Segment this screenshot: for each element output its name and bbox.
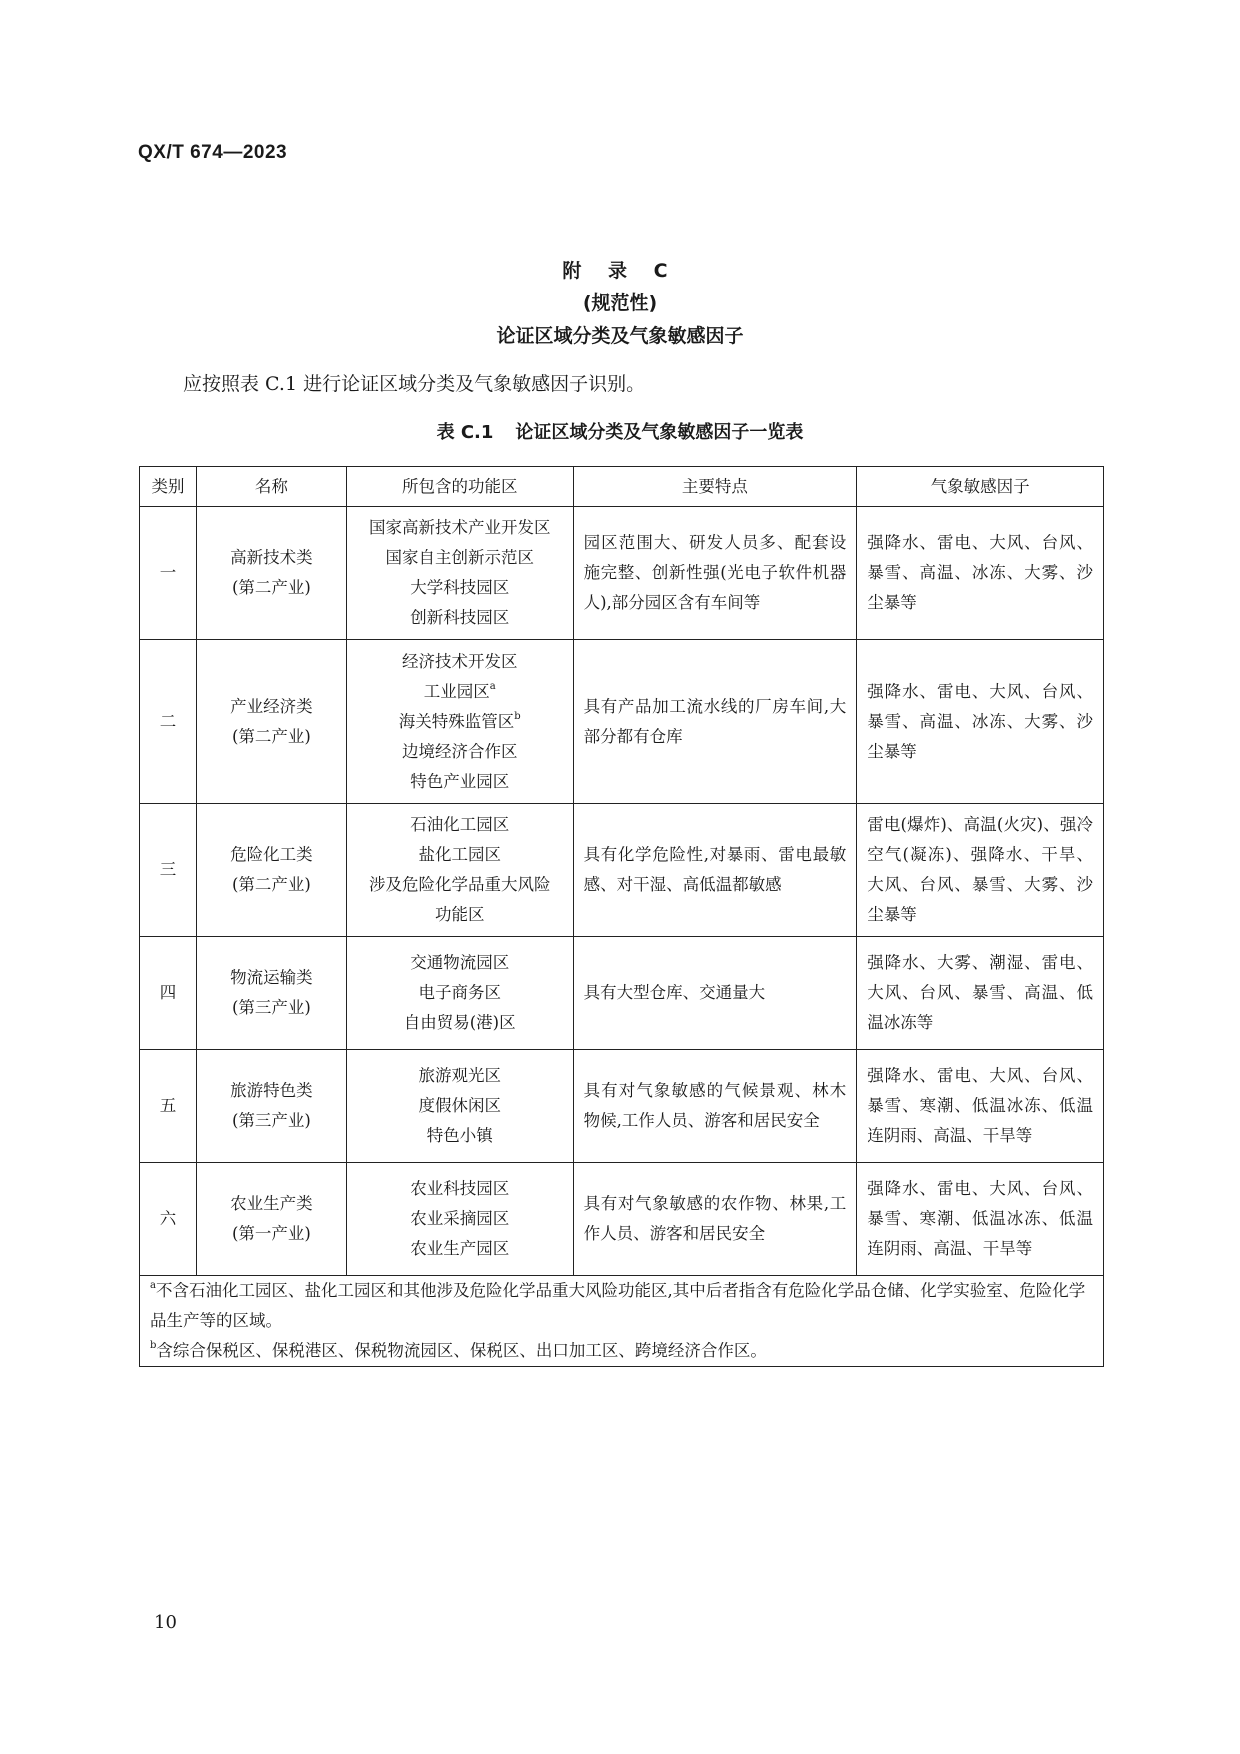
row-features: 园区范围大、研发人员多、配套设施完整、创新性强(光电子软件机器人),部分园区含有车间等	[573, 507, 857, 640]
header-factors: 气象敏感因子	[857, 467, 1104, 507]
zone-item: 特色小镇	[426, 1126, 493, 1145]
annex-title: 附 录 C	[562, 260, 678, 282]
zone-item: 农业生产园区	[410, 1239, 510, 1258]
header-name: 名称	[196, 467, 346, 507]
zone-item: 创新科技园区	[410, 608, 510, 627]
zone-item: 农业采摘园区	[410, 1209, 510, 1228]
annex-subject: 论证区域分类及气象敏感因子	[496, 325, 744, 347]
zone-item: 交通物流园区	[410, 953, 510, 972]
note-text: 不含石油化工园区、盐化工园区和其他涉及危险化学品重大风险功能区,其中后者指含有危险化学品仓储、化学实验室、危险化学品生产等的区域。	[150, 1281, 1086, 1330]
zone-item: 特色产业园区	[410, 771, 510, 791]
table-header-row	[140, 467, 1104, 507]
table-row	[140, 640, 1104, 804]
zone-item: 旅游观光区	[418, 1066, 501, 1085]
row-name-label: 物流运输类	[230, 968, 313, 987]
row-factors: 强降水、雷电、大风、台风、暴雪、寒潮、低温冰冻、低温连阴雨、高温、干旱等	[857, 1050, 1104, 1163]
row-industry: (第二产业)	[231, 578, 311, 597]
zone-item: 边境经济合作区	[401, 741, 518, 761]
zone-item: 国家高新技术产业开发区	[368, 518, 551, 537]
zone-item: 电子商务区	[418, 983, 501, 1002]
table-row	[140, 507, 1104, 640]
row-zones	[346, 1163, 573, 1276]
classification-table	[139, 466, 1104, 1367]
zone-item-label: 海关特殊监管区	[398, 711, 515, 731]
footnote-ref: a	[489, 680, 496, 692]
zone-item: 自由贸易(港)区	[403, 1013, 516, 1032]
zone-item: 功能区	[434, 905, 485, 924]
row-category: 一	[140, 507, 197, 640]
row-industry: (第三产业)	[231, 1111, 311, 1130]
row-factors: 强降水、雷电、大风、台风、暴雪、高温、冰冻、大雾、沙尘暴等	[857, 507, 1104, 640]
table-row	[140, 1050, 1104, 1163]
zone-item: 农业科技园区	[410, 1179, 510, 1198]
row-features: 具有对气象敏感的气候景观、林木物候,工作人员、游客和居民安全	[573, 1050, 857, 1163]
annex-status: (规范性)	[582, 292, 658, 314]
row-factors: 雷电(爆炸)、高温(火灾)、强冷空气(凝冻)、强降水、干旱、大风、台风、暴雪、大雾、沙尘暴等	[857, 804, 1104, 937]
table-row	[140, 937, 1104, 1050]
row-features: 具有大型仓库、交通量大	[573, 937, 857, 1050]
zone-item-label: 工业园区	[423, 681, 490, 701]
row-zones	[346, 1050, 573, 1163]
row-factors: 强降水、雷电、大风、台风、暴雪、高温、冰冻、大雾、沙尘暴等	[857, 640, 1104, 804]
row-features: 具有产品加工流水线的厂房车间,大部分都有仓库	[573, 640, 857, 804]
table-row	[140, 1163, 1104, 1276]
row-category: 六	[140, 1163, 197, 1276]
row-features: 具有化学危险性,对暴雨、雷电最敏感、对干湿、高低温都敏感	[573, 804, 857, 937]
note-mark: b	[150, 1340, 157, 1351]
row-industry: (第二产业)	[231, 726, 311, 746]
zone-item: 大学科技园区	[410, 578, 510, 597]
row-name-label: 危险化工类	[230, 845, 313, 864]
row-features: 具有对气象敏感的农作物、林果,工作人员、游客和居民安全	[573, 1163, 857, 1276]
row-zones	[346, 804, 573, 937]
row-name	[196, 640, 346, 804]
row-name	[196, 507, 346, 640]
header-category: 类别	[140, 467, 197, 507]
note-mark: a	[150, 1280, 156, 1291]
zone-item	[357, 677, 563, 707]
row-industry: (第一产业)	[231, 1224, 311, 1243]
zone-item: 度假休闲区	[418, 1096, 501, 1115]
row-industry: (第二产业)	[231, 875, 311, 894]
zone-item: 经济技术开发区	[401, 651, 518, 671]
row-name-label: 高新技术类	[230, 548, 313, 567]
table-caption-text: 论证区域分类及气象敏感因子一览表	[515, 422, 804, 443]
zone-item: 国家自主创新示范区	[385, 548, 534, 567]
zone-item: 涉及危险化学品重大风险	[368, 875, 551, 894]
footnote-ref: b	[514, 710, 521, 722]
zone-item: 石油化工园区	[410, 815, 510, 834]
row-name-label: 农业生产类	[230, 1194, 313, 1213]
row-name-label: 旅游特色类	[230, 1081, 313, 1100]
table-notes-row	[140, 1276, 1104, 1367]
row-factors: 强降水、雷电、大风、台风、暴雪、寒潮、低温冰冻、低温连阴雨、高温、干旱等	[857, 1163, 1104, 1276]
row-category: 三	[140, 804, 197, 937]
row-zones	[346, 640, 573, 804]
row-industry: (第三产业)	[231, 998, 311, 1017]
table-row	[140, 804, 1104, 937]
row-name-label: 产业经济类	[230, 696, 313, 716]
zone-item: 盐化工园区	[418, 845, 501, 864]
header-features: 主要特点	[573, 467, 857, 507]
document-code: QX/T 674—2023	[138, 142, 288, 163]
row-zones	[346, 507, 573, 640]
zone-item	[357, 707, 563, 737]
row-category: 五	[140, 1050, 197, 1163]
table-note	[150, 1336, 1093, 1366]
row-factors: 强降水、大雾、潮湿、雷电、大风、台风、暴雪、高温、低温冰冻等	[857, 937, 1104, 1050]
table-caption	[0, 418, 1240, 444]
intro-paragraph: 应按照表 C.1 进行论证区域分类及气象敏感因子识别。	[183, 373, 646, 395]
table-note	[150, 1276, 1093, 1336]
table-notes	[140, 1276, 1104, 1367]
row-category: 四	[140, 937, 197, 1050]
row-name	[196, 1050, 346, 1163]
row-name	[196, 937, 346, 1050]
table-caption-number: 表 C.1	[436, 422, 494, 443]
row-category: 二	[140, 640, 197, 804]
note-text: 含综合保税区、保税港区、保税物流园区、保税区、出口加工区、跨境经济合作区。	[156, 1341, 767, 1360]
header-zones: 所包含的功能区	[346, 467, 573, 507]
page-number: 10	[154, 1612, 177, 1633]
row-zones	[346, 937, 573, 1050]
row-name	[196, 1163, 346, 1276]
row-name	[196, 804, 346, 937]
